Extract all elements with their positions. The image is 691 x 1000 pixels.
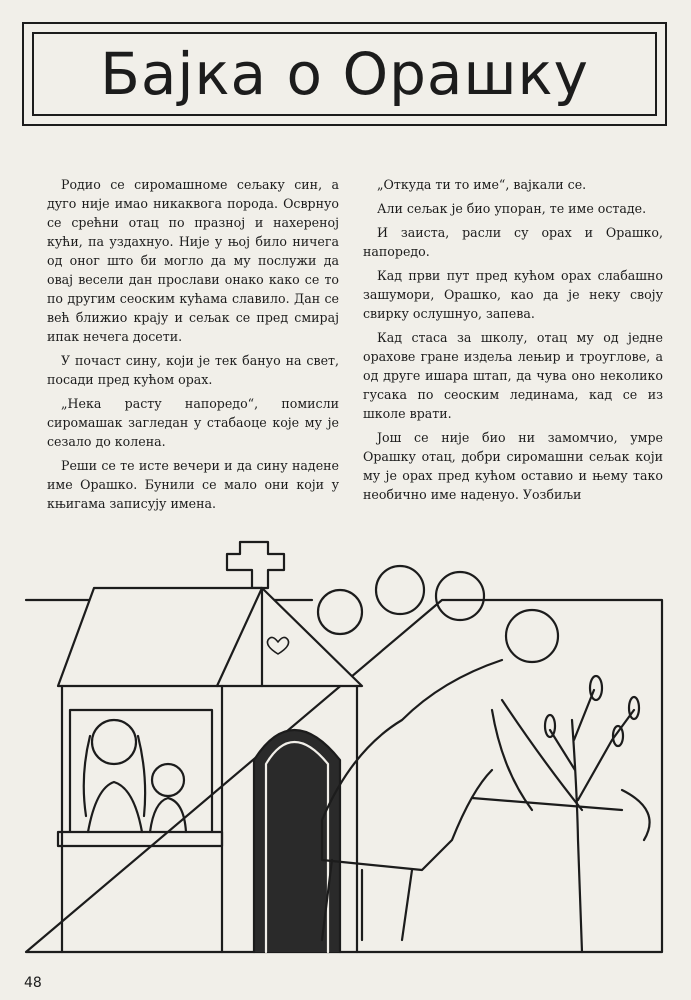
- text-column-right: [363, 175, 663, 509]
- paragraph: Родио се сиромашноме сељаку син, а дуго није имао никаквога порода. Осврнуо се срећни отац по празној и нахереној кући, па уздахнуо. Није у њој било ничега од оног што би могло да му послужи да овај весели дан прослави онако како се то по другим сеоским кућама славило. Дан се већ ближио крају и сељак се пред смирај ипак нечега досети.: [47, 177, 339, 344]
- hoe: [472, 790, 650, 840]
- man-head: [506, 610, 558, 662]
- woman-head: [92, 720, 136, 764]
- child-head: [152, 764, 184, 796]
- paragraph: „Откуда ти то име“, вајкали се.: [377, 177, 587, 192]
- man-head: [436, 572, 484, 620]
- paragraph: Кад први пут пред кућом орах слабашно зашумори, Орашко, као да је неку своју свирку ослушнуо, запева.: [363, 268, 663, 321]
- child-body: [150, 798, 186, 832]
- man-head: [376, 566, 424, 614]
- paragraph: У почаст сину, који је тек бануо на свет, посади пред кућом орах.: [47, 353, 339, 387]
- title-frame: [22, 22, 667, 126]
- text-column-left: [47, 175, 339, 518]
- figure-body: [322, 660, 502, 870]
- page-number: 48: [24, 975, 42, 991]
- paragraph: Реши се те исте вечери и да сину надене име Орашко. Бунили се мало они који у књигама записују имена.: [47, 458, 339, 511]
- woman-body: [88, 782, 142, 832]
- title-inner-frame: [32, 32, 657, 116]
- paragraph: Али сељак је био упоран, те име остаде.: [377, 201, 647, 216]
- man-head: [318, 590, 362, 634]
- page-title: Бајка о Орашку: [100, 40, 589, 108]
- paragraph: Још се није био ни замомчио, умре Орашку отац, добри сиромашни сељак који му је орах пред кућом оставио и њему тако необично име наденуо. Уозбиљи: [363, 430, 663, 502]
- chimney-cross: [227, 542, 284, 588]
- story-illustration: [22, 540, 669, 960]
- paragraph: И заиста, расли су орах и Орашко, напоредо.: [363, 225, 663, 259]
- house-roof: [58, 588, 362, 686]
- paragraph: Кад стаса за школу, отац му од једне орахове гране издеља лењир и троуглове, а од друге ишара штап, да чува оно неколико гусака по сеоским лединама, кад се из школе врати.: [363, 330, 663, 421]
- paragraph: „Нека расту напоредо“, помисли сиромашак загледан у стабаоце које му је сезало до колена.: [47, 396, 339, 449]
- figure-arm: [492, 700, 582, 810]
